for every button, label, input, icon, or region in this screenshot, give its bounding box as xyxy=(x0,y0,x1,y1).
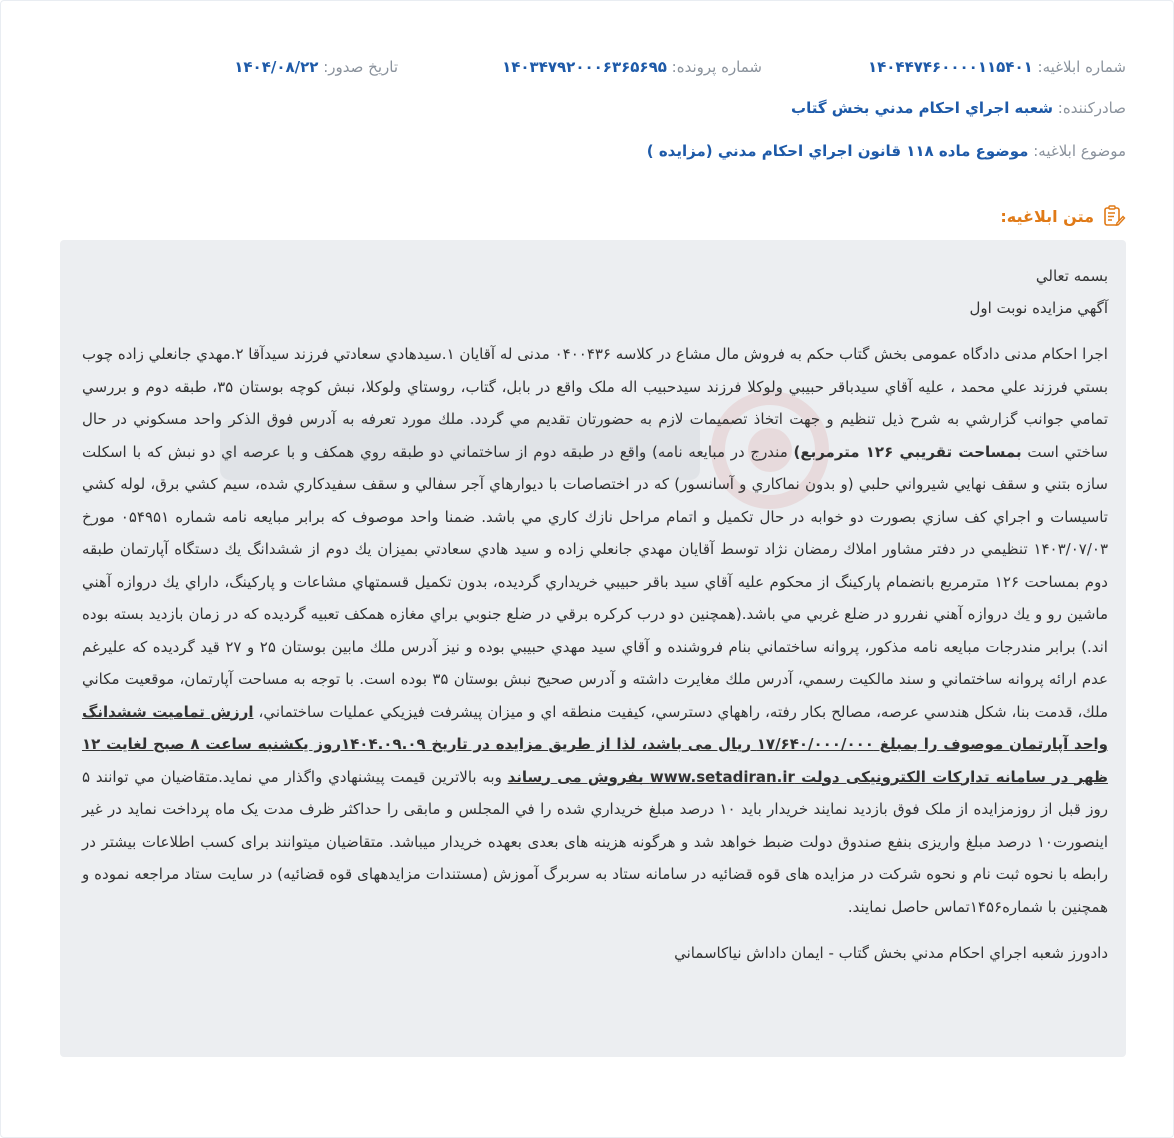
signature-line: دادورز شعبه اجراي احکام مدني بخش گتاب - ايمان داداش نياکاسماني xyxy=(674,944,1108,962)
issue-date-label: تاريخ صدور: xyxy=(323,58,398,76)
case-number-field xyxy=(502,58,762,76)
subject-value: موضوع ماده ۱۱۸ قانون اجراي احکام مدني (مزايده ) xyxy=(646,142,1029,160)
notice-number-label: شماره ابلاغيه: xyxy=(1037,58,1126,76)
paragraph-area-bold: بمساحت تقريبي ۱۲۶ مترمربع) xyxy=(793,442,1022,461)
notice-number-value: ۱۴۰۴۴۷۴۶۰۰۰۰۱۱۵۴۰۱ xyxy=(867,58,1033,76)
greeting-line: بسمه تعالي xyxy=(1035,267,1108,285)
issuer-value: شعبه اجراي احکام مدني بخش گتاب xyxy=(791,99,1053,117)
auction-heading: آگهي مزايده نوبت اول xyxy=(969,299,1108,317)
paragraph-text-b: مندرج در مبايعه نامه) واقع در طبقه دوم از ساختماني دو طبقه روي همكف و با عرصه اي دو نبش كه با اسكلت سازه بتني و سقف نهايي شيرواني حلبي (و بدون نماكاري و آسانسور) كه در اختصاصات با ديوارهاي آجر سفالي و سقف سفيدكاري شده، سيم كشي برق، لوله كشي تاسيسات و اجراي كف سازي بصورت دو خوابه در حال تكميل و اتمام مراحل نازك كاري مي باشد. ضمنا واحد موصوف كه برابر مبايعه نامه شماره ۰۵۴۹۵۱ مورخ ۱۴۰۳/۰۷/۰۳ تنظيمي در دفتر مشاور املاك رمضان نژاد توسط آقايان مهدي جانعلي زاده و سيد هادي سعادتي بميزان يك دوم از ششدانگ يك دستگاه آپارتمان طبقه دوم بمساحت ۱۲۶ مترمربع بانضمام پاركينگ از محكوم عليه آقاي سيد باقر حبيبي خريداري گرديده، بدون تكميل قسمتهاي مشاعات و پاركينگ، داراي يك دروازه آهني ماشين رو و يك دروازه آهني نفررو در ضلع غربي مي باشد.(همچنين دو درب كركره برقي در ضلع جنوبي براي مغازه همكف تعبيه گرديده كه در زمان بازديد بسته بوده اند.) برابر مندرجات مبايعه نامه مذكور، پروانه ساختماني بنام فروشنده و آقاي سيد مهدي حبيبي بوده و نيز آدرس ملك مابين بوستان ۲۵ و ۲۷ قيد گرديده كه عليرغم عدم ارائه پروانه ساختماني و سند مالكيت رسمي، آدرس ملك مغايرت داشته و آدرس صحيح نبش بوستان ۳۵ بوده است. با توجه به مساحت آپارتمان، موقعيت مكاني ملك، قدمت بنا، شكل هندسي عرصه، مصالح بكار رفته، راههاي دسترسي، كيفيت منطقه اي و ميزان پيشرفت فيزيكي عمليات ساختماني، xyxy=(82,442,1108,721)
case-number-value: ۱۴۰۳۴۷۹۲۰۰۰۶۳۶۵۶۹۵ xyxy=(502,58,667,76)
paragraph-price-underlined: ارزش تماميت ششدانگ واحد آپارتمان موصوف را بمبلغ ۱۷/۶۴۰/۰۰۰/۰۰۰ ريال می باشد، لذا از طريق مزايده در تاريخ ۱۴۰۴.۰۹.۰۹روز یکشنبه ساعت ۸ صبح لغايت ۱۲ ظهر در سامانه تدارکات الکترونيکی دولت www.setadiran.ir بفروش می رساند xyxy=(82,702,1108,786)
meta-row-subject xyxy=(48,142,1126,160)
meta-row-issuer xyxy=(48,99,1126,117)
notice-number-field xyxy=(868,58,1126,76)
paragraph-text-a: اجرا احکام مدنی دادگاه عمومی بخش گتاب حکم به فروش مال مشاع در کلاسه ۰۴۰۰۴۳۶ مدنی له آقایان ۱.سیدهادي سعادتي فرزند سيدآقا ۲.مهدي جانعلي زاده چوب بستي فرزند علي محمد ، عليه آقاي سيدباقر حبيبي ولوکلا فرزند سیدحبیب اله ملک واقع در بابل، گتاب، روستاي ولوکلا، نبش کوچه بوستان ۳۵، طبقه دوم و بررسي تمامي جوانب گزارشي به شرح ذيل تنظيم و جهت اتخاذ تصميمات لازم به حضورتان تقديم مي گردد. ملك مورد تعرفه به آدرس فوق الذكر واحد مسكوني در حال ساختي است xyxy=(82,345,1108,461)
section-title: متن ابلاغيه: xyxy=(1000,206,1094,226)
issue-date-value: ۱۴۰۴/۰۸/۲۲ xyxy=(234,58,319,76)
subject-label: موضوع ابلاغيه: xyxy=(1033,142,1126,160)
document-edit-icon xyxy=(1102,204,1126,228)
paragraph-text-c: وبه بالاترين قيمت پيشنهادي واگذار مي نمايد.متقاضيان مي توانند ۵ روز قبل از روزمزايده از ملک فوق بازديد نمايند خريدار بايد ۱۰ درصد مبلغ خريداري شده را في المجلس و مابقی را حداکثر ظرف مدت يک ماه پرداخت نمايد در غير اينصورت۱۰ درصد مبلغ واريزی بنفع صندوق دولت ضبط خواهد شد و هرگونه هزينه های بعدی بعهده خريدار ميباشد. متقاضيان ميتوانند برای کسب اطلاعات بيشتر در رابطه با نحوه ثبت نام و نحوه شرکت در مزايده های قوه قضائيه در سامانه ستاد به سربرگ آموزش (مستندات مزايدههای قوه قضائيه) در سايت ستاد مراجعه نموده و همچنين با شماره۱۴۵۶تماس حاصل نمايند. xyxy=(82,767,1108,916)
notice-text-heading xyxy=(1000,203,1126,229)
notice-content-box xyxy=(60,240,1126,1057)
case-number-label: شماره پرونده: xyxy=(671,58,762,76)
notice-paragraph xyxy=(82,338,1108,923)
meta-row-numbers xyxy=(48,58,1126,80)
issuer-label: صادرکننده: xyxy=(1057,99,1126,117)
issue-date-field xyxy=(234,58,398,76)
